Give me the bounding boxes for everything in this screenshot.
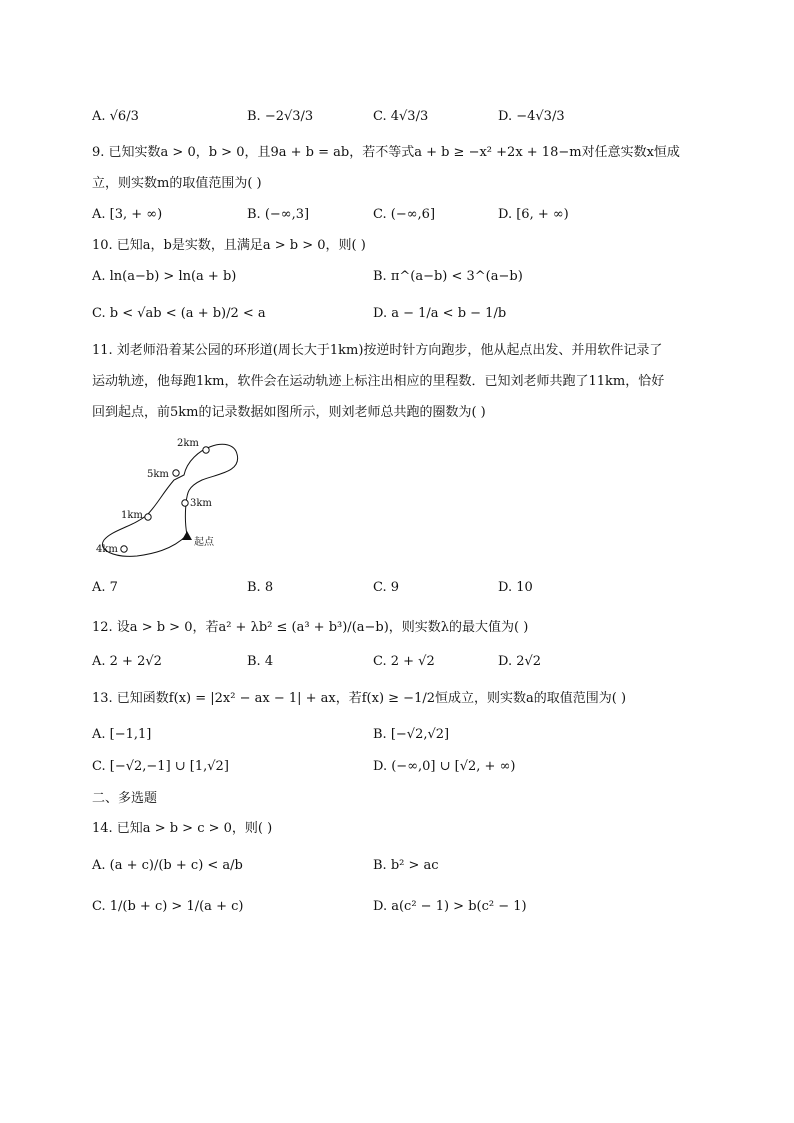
q9-stem-line1: 9. 已知实数a > 0，b > 0，且9a + b = ab，若不等式a + b ≥ −x² +2x + 18−m对任意实数x恒成 (92, 145, 680, 160)
q10-option-d: D. a − 1/a < b − 1/b (373, 306, 507, 321)
q12-stem: 12. 设a > b > 0，若a² + λb² ≤ (a³ + b³)/(a−b)，则实数λ的最大值为( ) (92, 620, 529, 635)
running-track-figure (92, 432, 252, 562)
q13-option-c: C. [−√2,−1] ∪ [1,√2] (92, 759, 229, 774)
q11-option-d: D. 10 (498, 580, 533, 595)
q12-option-b: B. 4 (247, 654, 274, 669)
marker-5km (173, 470, 179, 476)
q13-option-b: B. [−√2,√2] (373, 727, 450, 742)
q8-option-b: B. −2√3/3 (247, 109, 314, 124)
q12-option-c: C. 2 + √2 (373, 654, 435, 669)
q9-option-c: C. (−∞,6] (373, 207, 436, 222)
q10-stem: 10. 已知a，b是实数，且满足a > b > 0，则( ) (92, 238, 366, 253)
q10-option-c: C. b < √ab < (a + b)/2 < a (92, 306, 266, 321)
q10-option-b: B. π^(a−b) < 3^(a−b) (373, 269, 523, 284)
marker-2km (203, 447, 209, 453)
section-heading-multiple-choice: 二、多选题 (92, 791, 158, 806)
q12-option-a: A. 2 + 2√2 (92, 654, 162, 669)
start-triangle-icon (182, 531, 192, 540)
q11-stem-line1: 11. 刘老师沿着某公园的环形道(周长大于1km)按逆时针方向跑步，他从起点出发、并用软件记录了 (92, 343, 663, 358)
q11-option-c: C. 9 (373, 580, 400, 595)
q9-stem-line2: 立，则实数m的取值范围为( ) (92, 176, 262, 191)
marker-3km (182, 500, 188, 506)
q12-option-d: D. 2√2 (498, 654, 542, 669)
label-5km: 5km (147, 469, 169, 480)
label-3km: 3km (190, 498, 212, 509)
q9-option-d: D. [6, + ∞) (498, 207, 569, 222)
track-loop-path (102, 444, 237, 556)
label-1km: 1km (121, 510, 143, 521)
q14-option-c: C. 1/(b + c) > 1/(a + c) (92, 899, 244, 914)
q8-option-d: D. −4√3/3 (498, 109, 565, 124)
q11-stem-line3: 回到起点，前5km的记录数据如图所示，则刘老师总共跑的圈数为( ) (92, 405, 486, 420)
q14-option-b: B. b² > ac (373, 858, 439, 873)
q13-option-a: A. [−1,1] (92, 727, 152, 742)
marker-4km (121, 546, 127, 552)
q14-option-a: A. (a + c)/(b + c) < a/b (92, 858, 243, 873)
q8-option-a: A. √6/3 (92, 109, 139, 124)
q14-stem: 14. 已知a > b > c > 0，则( ) (92, 821, 273, 836)
q13-option-d: D. (−∞,0] ∪ [√2, + ∞) (373, 759, 516, 774)
label-4km: 4km (96, 544, 118, 555)
q9-option-b: B. (−∞,3] (247, 207, 310, 222)
q11-stem-line2: 运动轨迹，他每跑1km，软件会在运动轨迹上标注出相应的里程数．已知刘老师共跑了11km，恰好 (92, 374, 665, 389)
marker-1km (145, 514, 151, 520)
q10-option-a: A. ln(a−b) > ln(a + b) (92, 269, 237, 284)
q8-option-c: C. 4√3/3 (373, 109, 429, 124)
label-start: 起点 (194, 537, 214, 548)
q13-stem: 13. 已知函数f(x) = |2x² − ax − 1| + ax，若f(x) ≥ −1/2恒成立，则实数a的取值范围为( ) (92, 691, 627, 706)
q11-option-b: B. 8 (247, 580, 274, 595)
q11-option-a: A. 7 (92, 580, 118, 595)
q14-option-d: D. a(c² − 1) > b(c² − 1) (373, 899, 527, 914)
q9-option-a: A. [3, + ∞) (92, 207, 163, 222)
label-2km: 2km (177, 438, 199, 449)
